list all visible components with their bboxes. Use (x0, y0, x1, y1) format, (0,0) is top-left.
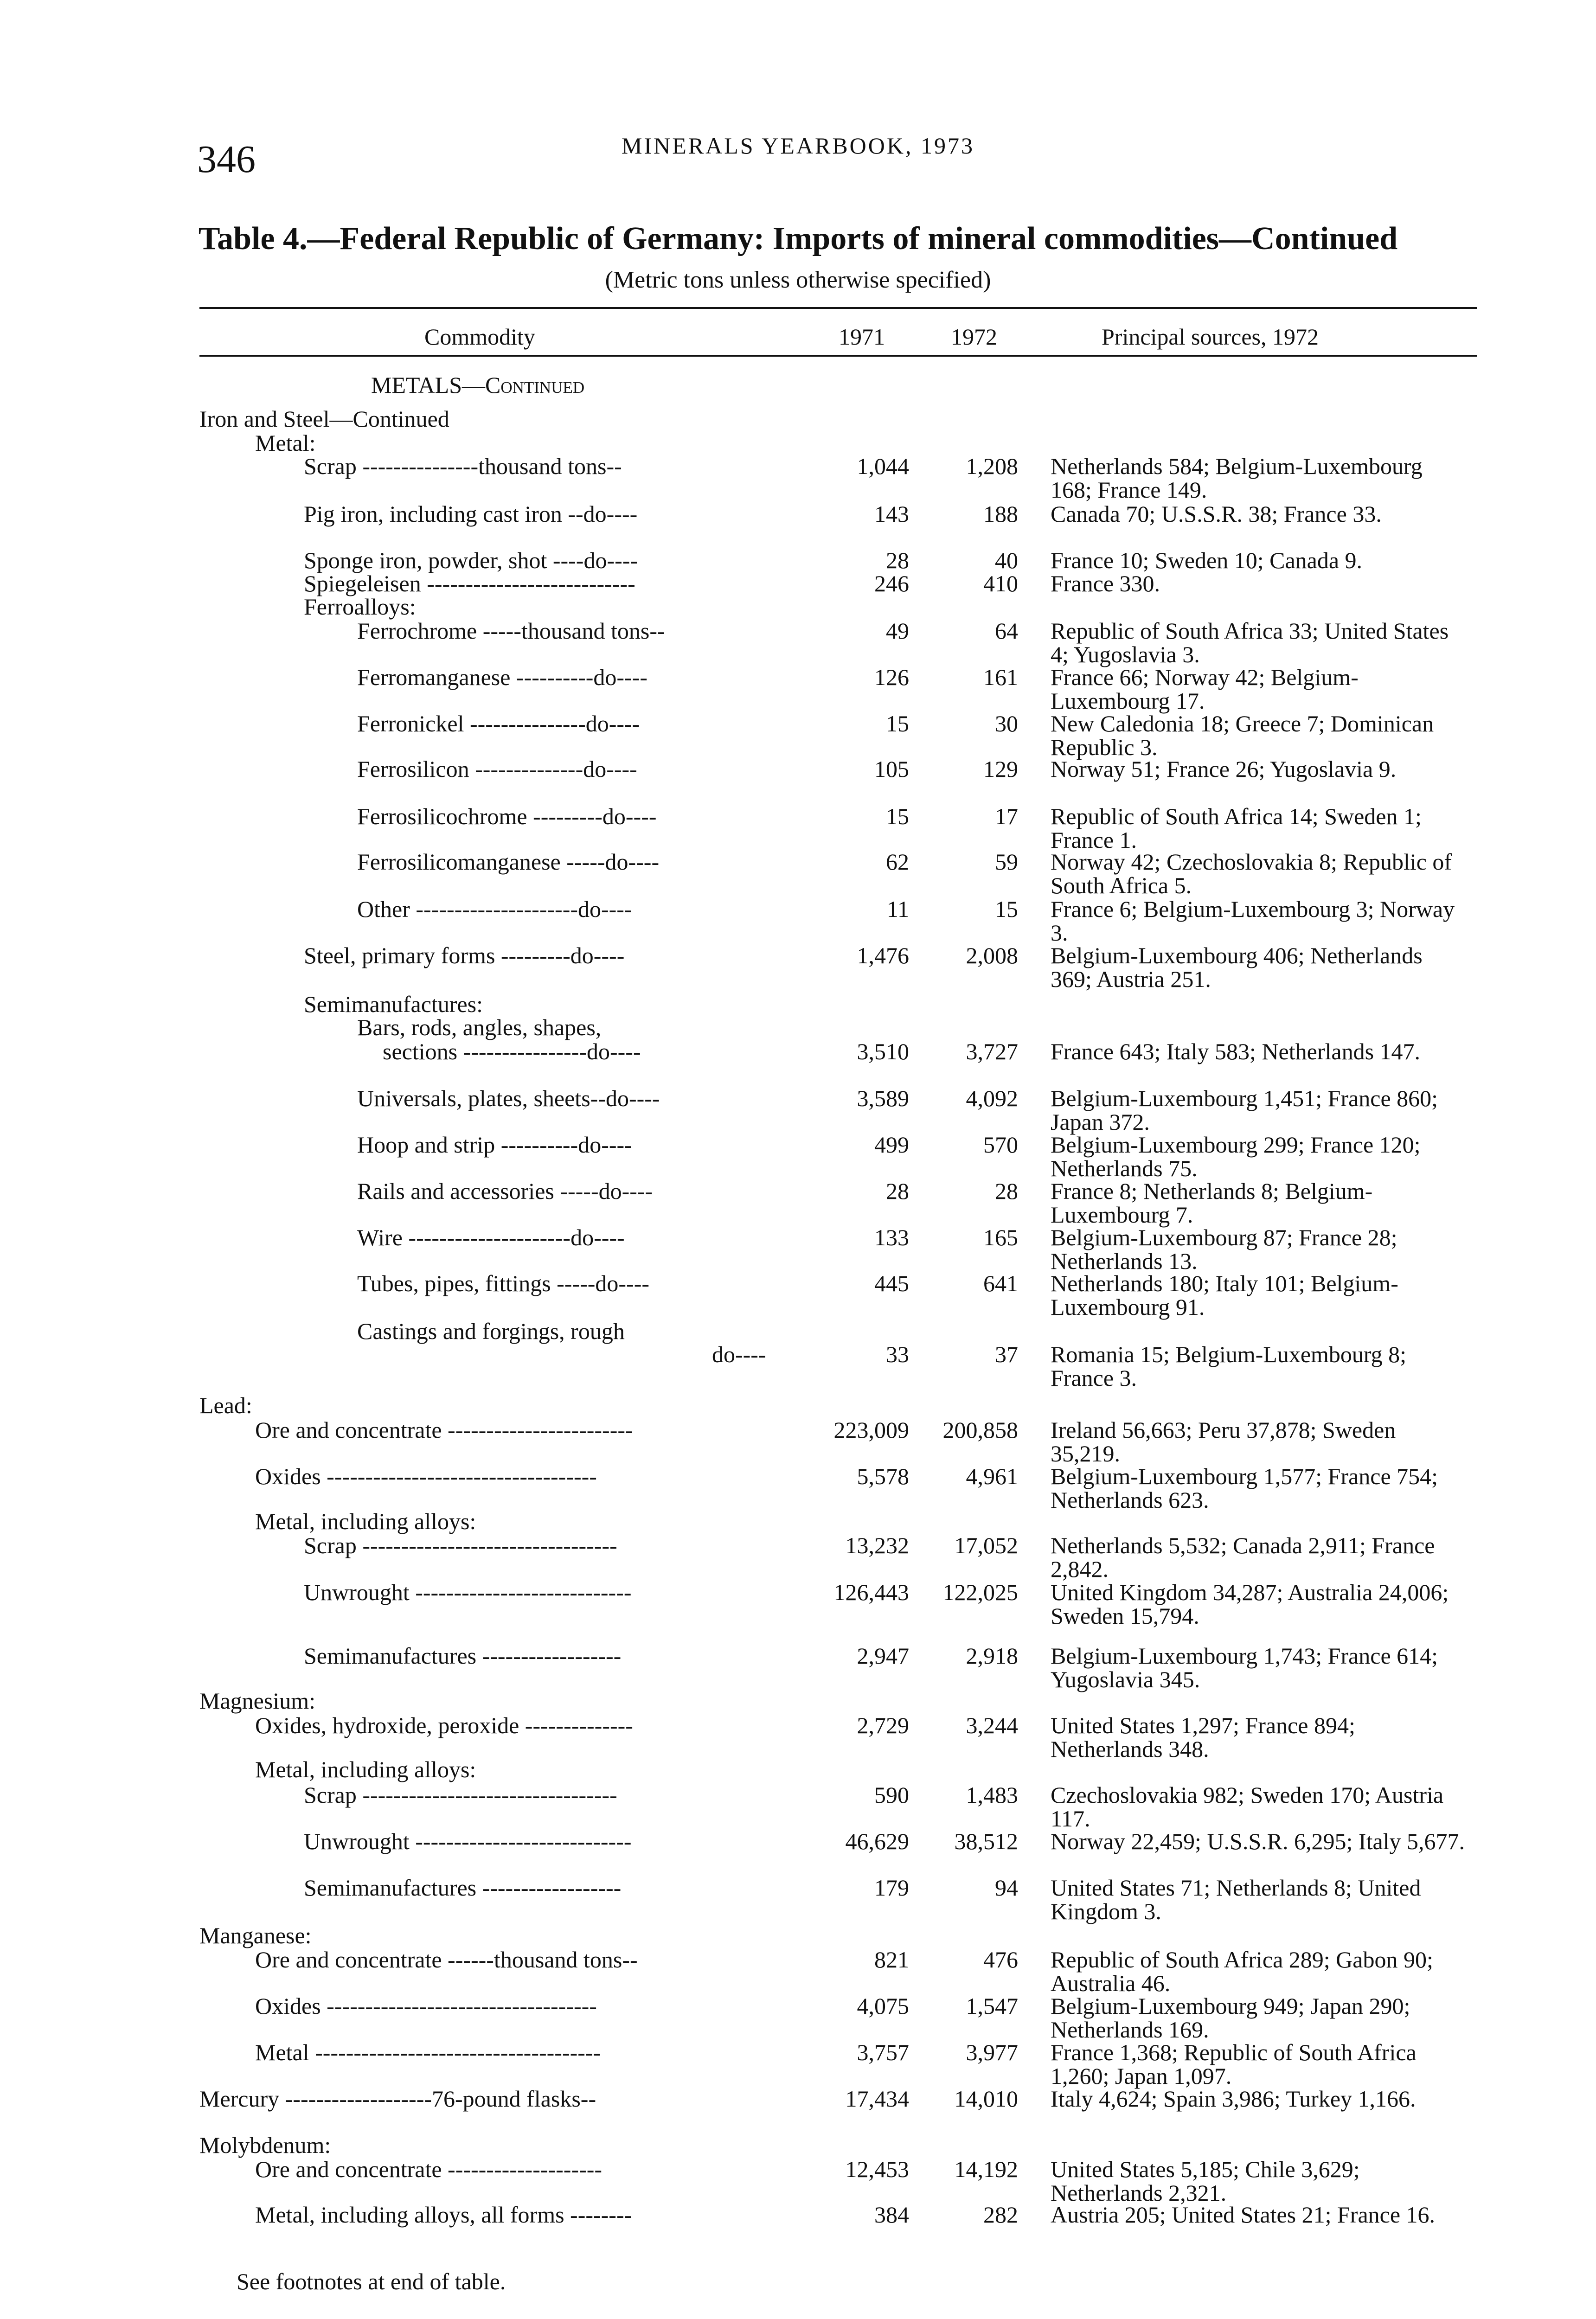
commodity-cell: Ferrosilicochrome ---------do---- (357, 803, 657, 829)
value-1972-cell: 200,858 (942, 1417, 1018, 1443)
sources-cell: Canada 70; U.S.S.R. 38; France 33. (1051, 501, 1382, 527)
commodity-cell: Ore and concentrate ------thousand tons-- (255, 1947, 638, 1973)
commodity-cell: Semimanufactures ------------------ (304, 1875, 622, 1901)
value-1971-cell: 15 (886, 803, 909, 829)
value-1972-cell: 59 (995, 849, 1018, 875)
sources-cell: France 10; Sweden 10; Canada 9. (1051, 547, 1363, 573)
sources-cell: Netherlands 584; Belgium-Luxembourg 168; France 149. (1051, 453, 1423, 503)
commodity-cell: Ore and concentrate -------------------- (255, 2156, 603, 2182)
value-1972-cell: 1,208 (966, 453, 1018, 479)
footnote: See footnotes at end of table. (237, 2268, 506, 2294)
commodity-cell: Steel, primary forms ---------do---- (304, 942, 625, 968)
value-1972-cell: 37 (995, 1341, 1018, 1367)
sources-cell: United States 1,297; France 894; Netherlands 348. (1051, 1712, 1355, 1762)
value-1971-cell: 15 (886, 711, 909, 737)
value-1971-cell: 179 (874, 1875, 909, 1901)
value-1971-cell: 133 (874, 1224, 909, 1250)
commodity-cell: Metal ------------------------------------- (255, 2039, 601, 2065)
sources-cell: Ireland 56,663; Peru 37,878; Sweden 35,219. (1051, 1417, 1396, 1467)
commodity-cell: Wire ---------------------do---- (357, 1224, 625, 1250)
commodity-cell: Scrap --------------------------------- (304, 1532, 617, 1558)
value-1972-cell: 282 (983, 2202, 1018, 2228)
commodity-cell: Sponge iron, powder, shot ----do---- (304, 547, 638, 573)
sources-cell: Norway 42; Czechoslovakia 8; Republic of South Africa 5. (1051, 849, 1452, 898)
value-1972-cell: 28 (995, 1178, 1018, 1204)
value-1971-cell: 46,629 (845, 1828, 909, 1854)
commodity-cell: Ferromanganese ----------do---- (357, 664, 648, 690)
commodity-cell: Iron and Steel—Continued (199, 406, 449, 432)
value-1972-cell: 30 (995, 711, 1018, 737)
value-1971-cell: 590 (874, 1782, 909, 1808)
sources-cell: United Kingdom 34,287; Australia 24,006; Sweden 15,794. (1051, 1579, 1449, 1629)
commodity-cell: Oxides ----------------------------------- (255, 1463, 597, 1489)
value-1972-cell: 476 (983, 1947, 1018, 1973)
sources-cell: New Caledonia 18; Greece 7; Dominican Republic 3. (1051, 711, 1434, 760)
sources-cell: Norway 22,459; U.S.S.R. 6,295; Italy 5,677. (1051, 1828, 1465, 1854)
value-1971-cell: 2,947 (857, 1643, 909, 1669)
sources-cell: Romania 15; Belgium-Luxembourg 8; France 3. (1051, 1341, 1407, 1391)
sources-cell: United States 5,185; Chile 3,629; Netherlands 2,321. (1051, 2156, 1360, 2206)
table-title: Table 4.—Federal Republic of Germany: Imports of mineral commodities—Continued (198, 221, 1398, 256)
commodity-cell: Lead: (199, 1392, 252, 1418)
sources-cell: Belgium-Luxembourg 406; Netherlands 369; Austria 251. (1051, 942, 1423, 992)
commodity-cell: Castings and forgings, rough (357, 1318, 625, 1344)
value-1971-cell: 1,476 (857, 942, 909, 968)
value-1971-cell: 49 (886, 618, 909, 644)
commodity-cell: Ferrochrome -----thousand tons-- (357, 618, 665, 644)
sources-cell: Belgium-Luxembourg 1,577; France 754; Netherlands 623. (1051, 1463, 1438, 1513)
commodity-cell: Spiegeleisen --------------------------- (304, 570, 635, 596)
commodity-cell: Ferrosilicon --------------do---- (357, 756, 637, 782)
value-1971-cell: 246 (874, 570, 909, 596)
commodity-cell: do---- (712, 1341, 766, 1367)
commodity-cell: Pig iron, including cast iron --do---- (304, 501, 638, 527)
commodity-cell: Mercury -------------------76-pound flasks-- (199, 2086, 596, 2112)
value-1971-cell: 5,578 (857, 1463, 909, 1489)
commodity-cell: Molybdenum: (199, 2132, 331, 2158)
commodity-cell: Bars, rods, angles, shapes, (357, 1014, 602, 1040)
commodity-cell: Semimanufactures: (304, 991, 483, 1017)
value-1971-cell: 33 (886, 1341, 909, 1367)
commodity-cell: Ferronickel ---------------do---- (357, 711, 640, 737)
sources-cell: Belgium-Luxembourg 1,451; France 860; Japan 372. (1051, 1085, 1438, 1135)
commodity-cell: sections ----------------do---- (383, 1038, 641, 1064)
value-1972-cell: 3,727 (966, 1038, 1018, 1064)
value-1971-cell: 2,729 (857, 1712, 909, 1738)
sources-cell: France 643; Italy 583; Netherlands 147. (1051, 1038, 1421, 1064)
value-1971-cell: 445 (874, 1270, 909, 1296)
value-1971-cell: 12,453 (845, 2156, 909, 2182)
commodity-cell: Other ---------------------do---- (357, 896, 632, 922)
sources-cell: France 8; Netherlands 8; Belgium-Luxembourg 7. (1051, 1178, 1373, 1228)
sources-cell: Belgium-Luxembourg 87; France 28; Netherlands 13. (1051, 1224, 1397, 1274)
sources-cell: France 66; Norway 42; Belgium-Luxembourg 17. (1051, 664, 1359, 714)
value-1972-cell: 1,547 (966, 1993, 1018, 2019)
page-number: 346 (197, 138, 256, 181)
sources-cell: Netherlands 5,532; Canada 2,911; France 2,842. (1051, 1532, 1435, 1582)
value-1971-cell: 126 (874, 664, 909, 690)
sources-cell: Italy 4,624; Spain 3,986; Turkey 1,166. (1051, 2086, 1416, 2112)
value-1972-cell: 17,052 (954, 1532, 1018, 1558)
value-1972-cell: 3,977 (966, 2039, 1018, 2065)
commodity-cell: METALS—Continued (371, 372, 585, 398)
commodity-cell: Scrap --------------------------------- (304, 1782, 617, 1808)
value-1972-cell: 165 (983, 1224, 1018, 1250)
table-subtitle: (Metric tons unless otherwise specified) (605, 267, 991, 293)
value-1971-cell: 28 (886, 1178, 909, 1204)
value-1972-cell: 1,483 (966, 1782, 1018, 1808)
value-1971-cell: 384 (874, 2202, 909, 2228)
value-1971-cell: 11 (886, 896, 909, 922)
commodity-cell: Magnesium: (199, 1688, 315, 1714)
value-1972-cell: 161 (983, 664, 1018, 690)
value-1972-cell: 188 (983, 501, 1018, 527)
sources-cell: Norway 51; France 26; Yugoslavia 9. (1051, 756, 1397, 782)
value-1972-cell: 4,961 (966, 1463, 1018, 1489)
commodity-cell: Scrap ---------------thousand tons-- (304, 453, 622, 479)
value-1972-cell: 2,918 (966, 1643, 1018, 1669)
commodity-cell: Universals, plates, sheets--do---- (357, 1085, 660, 1111)
value-1972-cell: 2,008 (966, 942, 1018, 968)
value-1971-cell: 1,044 (857, 453, 909, 479)
value-1972-cell: 40 (995, 547, 1018, 573)
sources-cell: Belgium-Luxembourg 299; France 120; Netherlands 75. (1051, 1132, 1421, 1181)
sources-cell: Belgium-Luxembourg 949; Japan 290; Netherlands 169. (1051, 1993, 1410, 2043)
value-1972-cell: 3,244 (966, 1712, 1018, 1738)
value-1971-cell: 3,757 (857, 2039, 909, 2065)
value-1971-cell: 62 (886, 849, 909, 875)
value-1971-cell: 3,510 (857, 1038, 909, 1064)
sources-cell: United States 71; Netherlands 8; United Kingdom 3. (1051, 1875, 1421, 1924)
value-1971-cell: 4,075 (857, 1993, 909, 2019)
column-header-sources: Principal sources, 1972 (1102, 324, 1319, 350)
commodity-cell: Semimanufactures ------------------ (304, 1643, 622, 1669)
value-1972-cell: 64 (995, 618, 1018, 644)
sources-cell: Czechoslovakia 982; Sweden 170; Austria 117. (1051, 1782, 1444, 1832)
value-1971-cell: 17,434 (845, 2086, 909, 2112)
commodity-cell: Ferroalloys: (304, 594, 416, 620)
value-1972-cell: 14,010 (954, 2086, 1018, 2112)
value-1971-cell: 223,009 (833, 1417, 909, 1443)
value-1972-cell: 641 (983, 1270, 1018, 1296)
value-1971-cell: 143 (874, 501, 909, 527)
value-1971-cell: 105 (874, 756, 909, 782)
value-1971-cell: 3,589 (857, 1085, 909, 1111)
commodity-cell: Metal, including alloys, all forms -------- (255, 2202, 632, 2228)
sources-cell: France 330. (1051, 570, 1160, 596)
commodity-cell: Metal, including alloys: (255, 1756, 476, 1782)
value-1972-cell: 14,192 (954, 2156, 1018, 2182)
value-1971-cell: 821 (874, 1947, 909, 1973)
column-header-commodity: Commodity (424, 324, 535, 350)
value-1972-cell: 129 (983, 756, 1018, 782)
sources-cell: Austria 205; United States 21; France 16. (1051, 2202, 1436, 2228)
running-title: MINERALS YEARBOOK, 1973 (622, 133, 974, 159)
value-1972-cell: 38,512 (954, 1828, 1018, 1854)
value-1972-cell: 94 (995, 1875, 1018, 1901)
value-1971-cell: 28 (886, 547, 909, 573)
value-1971-cell: 126,443 (833, 1579, 909, 1605)
sources-cell: France 1,368; Republic of South Africa 1,260; Japan 1,097. (1051, 2039, 1417, 2089)
commodity-cell: Unwrought ---------------------------- (304, 1579, 632, 1605)
column-header-1972: 1972 (951, 324, 997, 350)
sources-cell: Netherlands 180; Italy 101; Belgium-Luxembourg 91. (1051, 1270, 1398, 1320)
commodity-cell: Oxides ----------------------------------- (255, 1993, 597, 2019)
value-1971-cell: 13,232 (845, 1532, 909, 1558)
value-1972-cell: 570 (983, 1132, 1018, 1158)
value-1972-cell: 17 (995, 803, 1018, 829)
value-1971-cell: 499 (874, 1132, 909, 1158)
sources-cell: Republic of South Africa 33; United States 4; Yugoslavia 3. (1051, 618, 1449, 667)
commodity-cell: Ore and concentrate ------------------------ (255, 1417, 633, 1443)
commodity-cell: Rails and accessories -----do---- (357, 1178, 653, 1204)
commodity-cell: Ferrosilicomanganese -----do---- (357, 849, 660, 875)
commodity-cell: Hoop and strip ----------do---- (357, 1132, 632, 1158)
sources-cell: France 6; Belgium-Luxembourg 3; Norway 3. (1051, 896, 1455, 946)
sources-cell: Republic of South Africa 289; Gabon 90; Australia 46. (1051, 1947, 1433, 1996)
column-header-1971: 1971 (839, 324, 885, 350)
value-1972-cell: 122,025 (942, 1579, 1018, 1605)
commodity-cell: Tubes, pipes, fittings -----do---- (357, 1270, 650, 1296)
value-1972-cell: 4,092 (966, 1085, 1018, 1111)
commodity-cell: Oxides, hydroxide, peroxide -------------- (255, 1712, 633, 1738)
commodity-cell: Metal: (255, 430, 316, 456)
value-1972-cell: 15 (995, 896, 1018, 922)
commodity-cell: Metal, including alloys: (255, 1508, 476, 1534)
commodity-cell: Unwrought ---------------------------- (304, 1828, 632, 1854)
sources-cell: Belgium-Luxembourg 1,743; France 614; Yugoslavia 345. (1051, 1643, 1438, 1692)
sources-cell: Republic of South Africa 14; Sweden 1; France 1. (1051, 803, 1422, 853)
commodity-cell: Manganese: (199, 1922, 312, 1948)
value-1972-cell: 410 (983, 570, 1018, 596)
